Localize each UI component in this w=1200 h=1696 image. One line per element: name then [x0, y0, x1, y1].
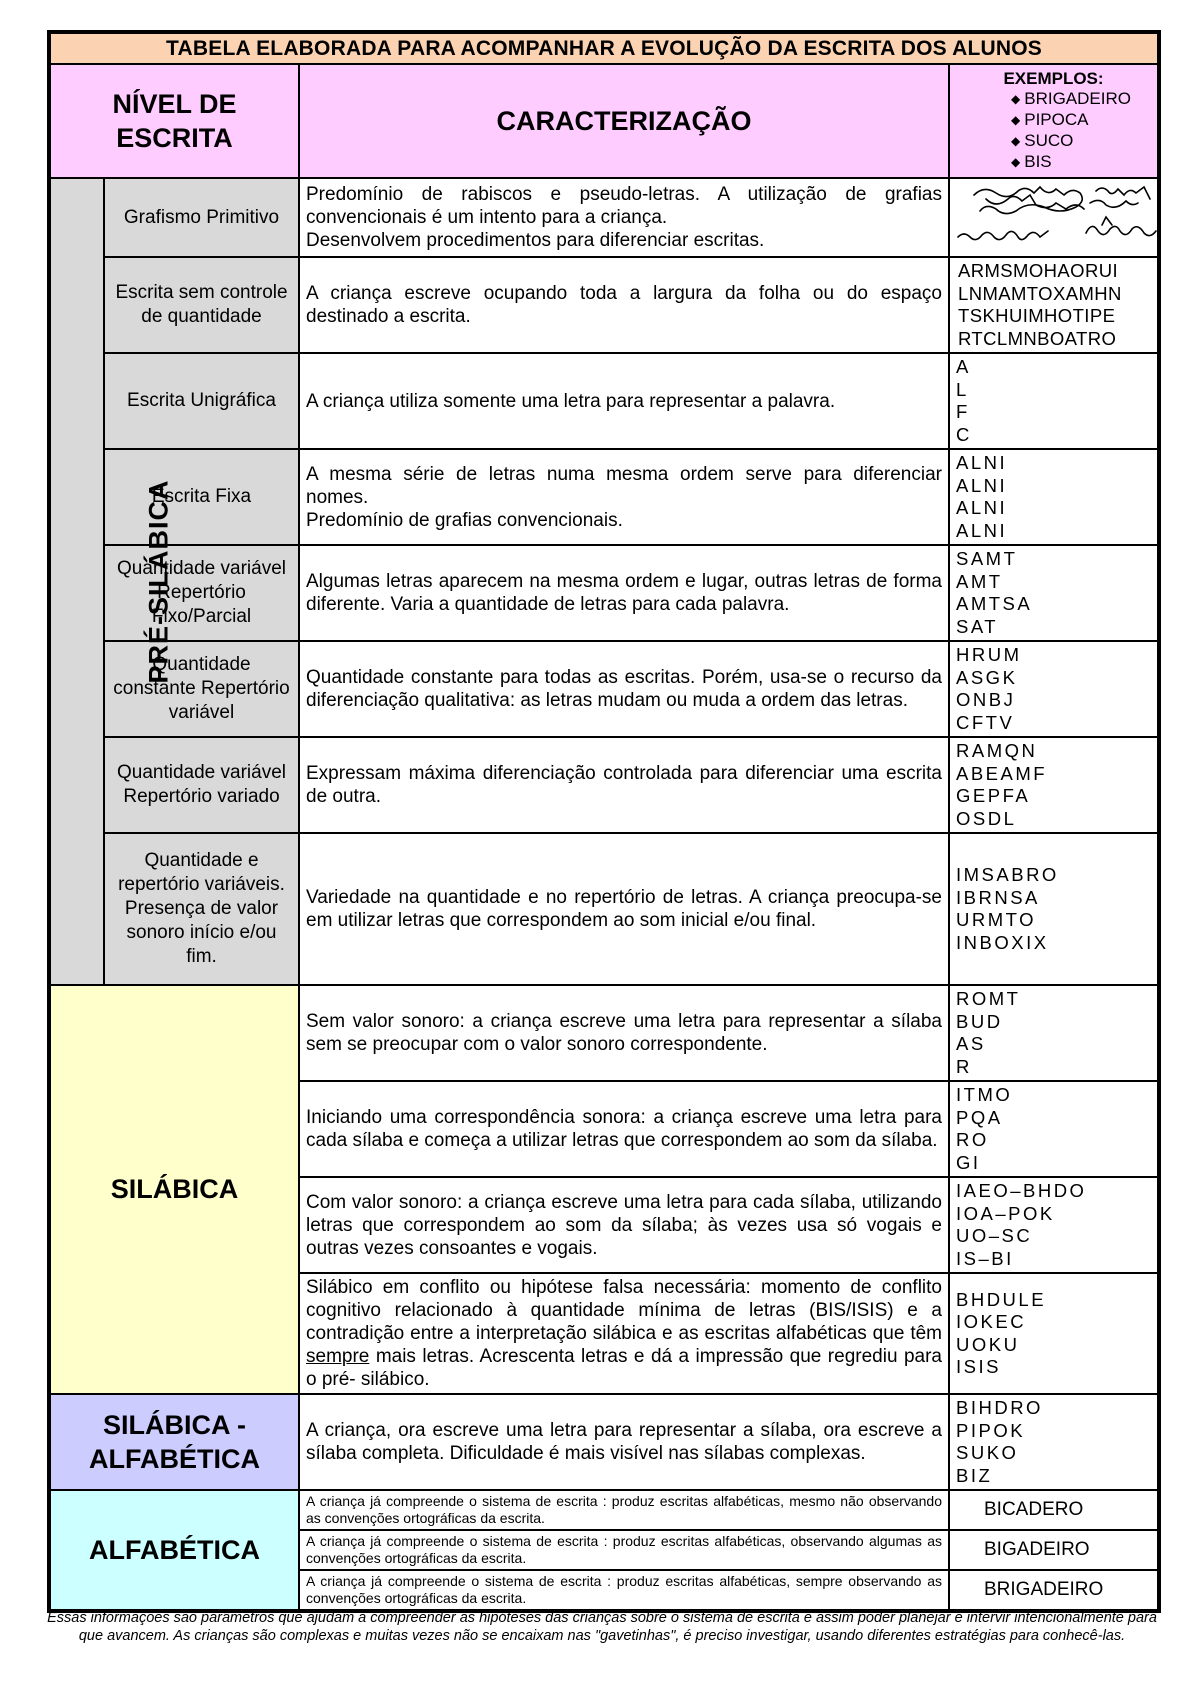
description-cell: Silábico em conflito ou hipótese falsa necessária: momento de conflito cognitivo relacionado à quantidade mínima de letras (BIS/ISIS) e a contradição entre a interpretação silábica e as escritas alfabéticas que têm sempre mais letras. Acrescenta letras e dá a impressão que regrediu para o pré- silábico. — [299, 1273, 949, 1394]
header-row — [49, 64, 1159, 178]
example-word: ◆ BRIGADEIRO — [1011, 89, 1151, 110]
examples-cell: RAMQN ABEAMF GEPFA OSDL — [949, 737, 1159, 833]
example-word: ◆ PIPOCA — [1011, 110, 1151, 131]
level-cell: Quantidade variável Repertório variado — [104, 737, 299, 833]
example-word: ◆ BIS — [1011, 152, 1151, 173]
level-cell: Grafismo Primitivo — [104, 178, 299, 257]
examples-cell: ITMO PQA RO GI — [949, 1081, 1159, 1177]
examples-title: EXEMPLOS: — [1003, 69, 1104, 88]
description-cell: A criança escreve ocupando toda a largura da folha ou do espaço destinado a escrita. — [299, 257, 949, 353]
examples-cell: IAEO–BHDO IOA–POK UO–SC IS–BI — [949, 1177, 1159, 1273]
level-cell: Quantidade constante Repertório variável — [104, 641, 299, 737]
header-examples — [949, 64, 1159, 178]
examples-cell: IMSABRO IBRNSA URMTO INBOXIX — [949, 833, 1159, 985]
title-row — [49, 32, 1159, 64]
document — [47, 30, 1157, 1613]
description-cell: Quantidade constante para todas as escritas. Porém, usa-se o recurso da diferenciação qualitativa: as letras mudam ou muda a ordem das letras. — [299, 641, 949, 737]
examples-cell: ARMSMOHAORUI LNMAMTOXAMHN TSKHUIMHOTIPE RTCLMNBOATRO — [949, 257, 1159, 353]
writing-evolution-table — [47, 30, 1161, 1613]
table-row — [49, 1394, 1159, 1490]
description-cell: A criança já compreende o sistema de escrita : produz escritas alfabéticas, observando algumas as convenções ortográficas da escrita. — [299, 1530, 949, 1570]
table-row — [49, 1490, 1159, 1530]
header-level: NÍVEL DE ESCRITA — [49, 64, 299, 178]
description-cell: Predomínio de rabiscos e pseudo-letras. A utilização de grafias convencionais é um intento para a criança. Desenvolvem procedimentos para diferenciar escritas. — [299, 178, 949, 257]
table-row — [49, 449, 1159, 545]
description-cell: Sem valor sonoro: a criança escreve uma letra para representar a sílaba sem se preocupar com o valor sonoro correspondente. — [299, 985, 949, 1081]
pre-silabica-label: PRÉ-SILÁBICA — [49, 178, 104, 985]
table-row — [49, 737, 1159, 833]
level-cell: Escrita sem controle de quantidade — [104, 257, 299, 353]
description-cell: A criança, ora escreve uma letra para representar a sílaba, ora escreve a sílaba completa. Dificuldade é mais visível nas sílabas complexas. — [299, 1394, 949, 1490]
footer-note: Essas informações são parâmetros que ajudam a compreender as hipóteses das crianças sobre o sistema de escrita e assim poder planejar e intervir intencionalmente para que avancem. As crianças são complexas e muitas vezes não se encaixam nas "gavetinhas", é preciso investigar, usando diferentes estratégias para conhecê-las. — [47, 1610, 1157, 1644]
table-row — [49, 833, 1159, 985]
table-row — [49, 178, 1159, 257]
table-row — [49, 545, 1159, 641]
alfabetica-label: ALFABÉTICA — [49, 1490, 299, 1611]
examples-cell: BHDULE IOKEC UOKU ISIS — [949, 1273, 1159, 1394]
examples-cell: ALNI ALNI ALNI ALNI — [949, 449, 1159, 545]
description-cell: Iniciando uma correspondência sonora: a criança escreve uma letra para cada sílaba e começa a utilizar letras que correspondem ao som da sílaba. — [299, 1081, 949, 1177]
description-cell: A mesma série de letras numa mesma ordem serve para diferenciar nomes. Predomínio de grafias convencionais. — [299, 449, 949, 545]
description-cell: A criança já compreende o sistema de escrita : produz escritas alfabéticas, mesmo não observando as convenções ortográficas da escrita. — [299, 1490, 949, 1530]
examples-cell: HRUM ASGK ONBJ CFTV — [949, 641, 1159, 737]
description-cell: Com valor sonoro: a criança escreve uma letra para cada sílaba, utilizando letras que correspondem ao som da sílaba; às vezes usa só vogais e outras vezes consoantes e vogais. — [299, 1177, 949, 1273]
table-title: TABELA ELABORADA PARA ACOMPANHAR A EVOLUÇÃO DA ESCRITA DOS ALUNOS — [49, 32, 1159, 64]
level-cell: Escrita Fixa — [104, 449, 299, 545]
description-cell: Variedade na quantidade e no repertório de letras. A criança preocupa-se em utilizar letras que correspondem ao som inicial e/ou final. — [299, 833, 949, 985]
description-cell: A criança utiliza somente uma letra para representar a palavra. — [299, 353, 949, 449]
level-cell: Quantidade e repertório variáveis. Presença de valor sonoro início e/ou fim. — [104, 833, 299, 985]
scribble-drawing-icon — [949, 178, 1159, 257]
description-cell: Algumas letras aparecem na mesma ordem e lugar, outras letras de forma diferente. Varia a quantidade de letras para cada palavra. — [299, 545, 949, 641]
description-cell: A criança já compreende o sistema de escrita : produz escritas alfabéticas, sempre observando as convenções ortográficas da escrita. — [299, 1570, 949, 1611]
examples-cell: A L F C — [949, 353, 1159, 449]
header-characterization: CARACTERIZAÇÃO — [299, 64, 949, 178]
examples-cell: ROMT BUD AS R — [949, 985, 1159, 1081]
example-word: ◆ SUCO — [1011, 131, 1151, 152]
silabica-alfabetica-label: SILÁBICA - ALFABÉTICA — [49, 1394, 299, 1490]
table-row — [49, 985, 1159, 1081]
examples-cell: BICADERO — [949, 1490, 1159, 1530]
examples-cell: BRIGADEIRO — [949, 1570, 1159, 1611]
examples-words-list — [956, 89, 1151, 173]
level-cell: Escrita Unigráfica — [104, 353, 299, 449]
description-cell: Expressam máxima diferenciação controlada para diferenciar uma escrita de outra. — [299, 737, 949, 833]
examples-cell: BIHDRO PIPOK SUKO BIZ — [949, 1394, 1159, 1490]
table-row — [49, 257, 1159, 353]
examples-cell: BIGADEIRO — [949, 1530, 1159, 1570]
level-cell: Quantidade variável Repertório Fixo/Parcial — [104, 545, 299, 641]
table-row — [49, 353, 1159, 449]
examples-cell: SAMT AMT AMTSA SAT — [949, 545, 1159, 641]
table-row — [49, 641, 1159, 737]
silabica-label: SILÁBICA — [49, 985, 299, 1394]
